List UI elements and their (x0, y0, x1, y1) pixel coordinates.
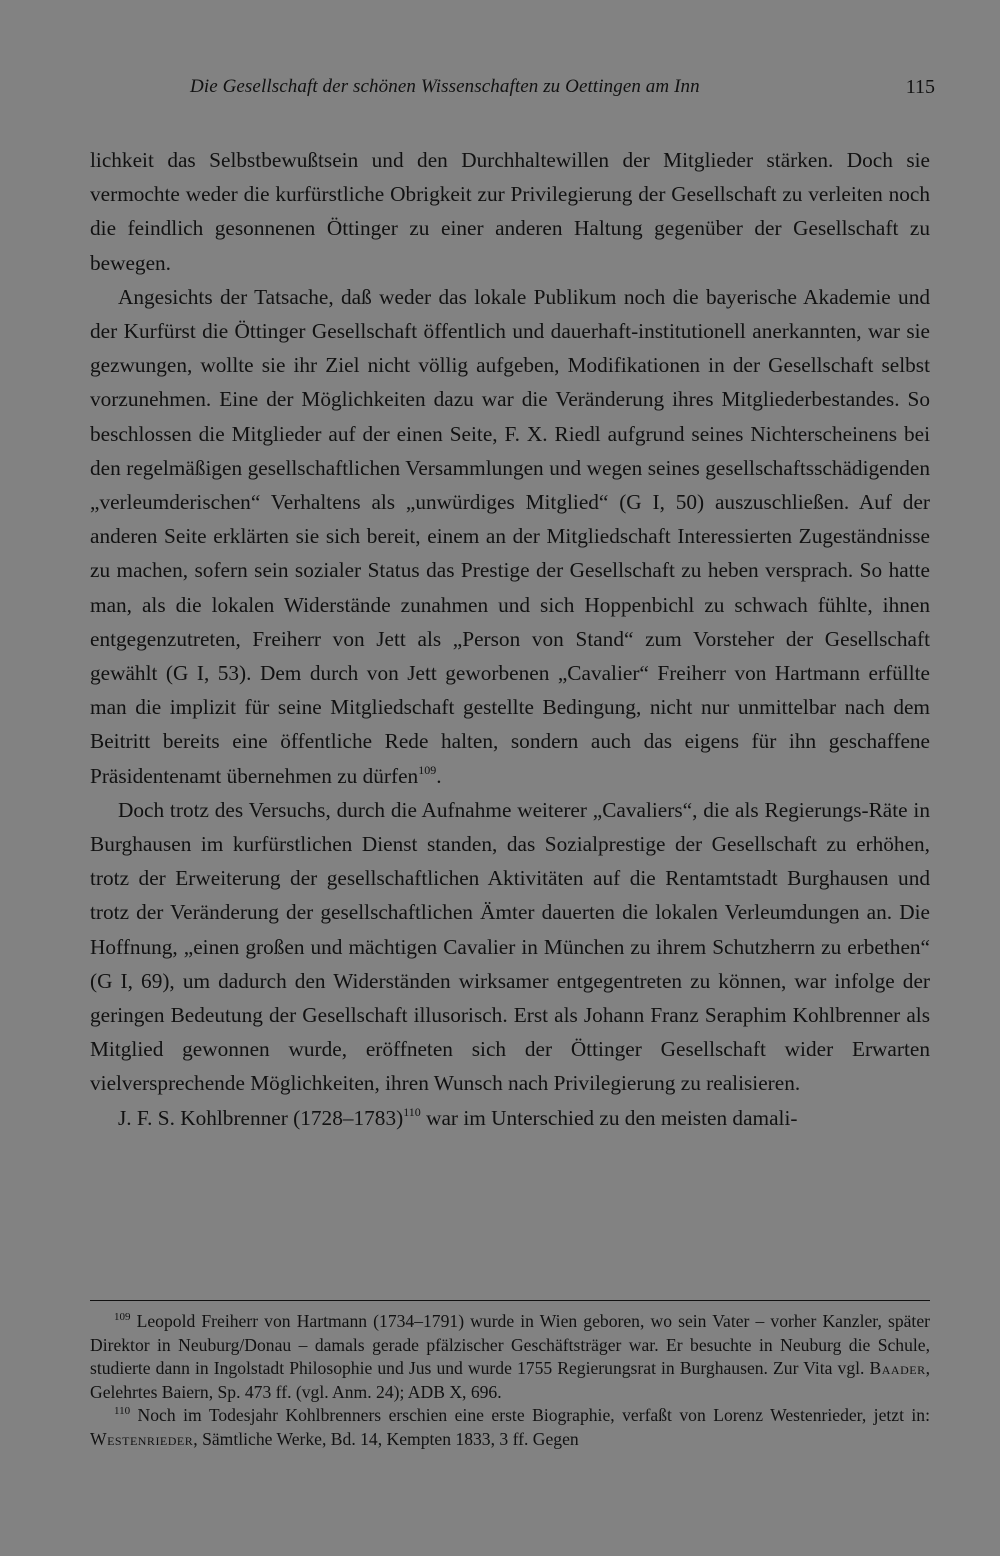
footnote-110-text-a: Noch im Todesjahr Kohlbrenners erschien eine erste Biographie, verfaßt von Lorenz Westenrieder, jetzt in: (130, 1405, 930, 1426)
paragraph-4-start: J. F. S. Kohlbrenner (1728–1783) (118, 1105, 404, 1130)
paragraph-4 (90, 1101, 930, 1135)
footnote-ref-109: 109 (418, 762, 437, 777)
footnote-109 (90, 1310, 930, 1404)
footnote-110 (90, 1404, 930, 1451)
page-number: 115 (905, 76, 935, 98)
footnote-110-author: Westenrieder (90, 1428, 194, 1449)
running-title: Die Gesellschaft der schönen Wissenschaften zu Oettingen am Inn (190, 76, 700, 97)
paragraph-2-text: Angesichts der Tatsache, daß weder das lokale Publikum noch die bayerische Akademie und der Kurfürst die Öttinger Gesellschaft öffentlich und dauerhaft-institutionell anerkannten, war sie gezwungen, wollte sie ihr Ziel nicht völlig aufgeben, Modifikationen in der Gesellschaft selbst vorzunehmen. Eine der Möglichkeiten dazu war die Veränderung ihres Mitgliederbestandes. So beschlossen die Mitglieder auf der einen Seite, F. X. Riedl aufgrund seines Nichterscheinens bei den regelmäßigen gesellschaftlichen Versammlungen und wegen seines gesellschaftsschädigenden „verleumderischen“ Verhaltens als „unwürdiges Mitglied“ (G I, 50) auszuschließen. Auf der anderen Seite erklärten sie sich bereit, einem an der Mitgliedschaft Interessierten Zugeständnisse zu machen, sofern sein sozialer Status das Prestige der Gesellschaft zu heben versprach. So hatte man, als die lokalen Widerstände zunahmen und sich Hoppenbichl zu schwach fühlte, ihnen entgegenzutreten, Freiherr von Jett als „Person von Stand“ zum Vorsteher der Gesellschaft gewählt (G I, 53). Dem durch von Jett geworbenen „Cavalier“ Freiherr von Hartmann erfüllte man die implizit für seine Mitgliedschaft gestellte Bedingung, nicht nur unmittelbar nach dem Beitritt bereits eine öffentliche Rede halten, sondern auch das eigens für ihn geschaffene Präsidentenamt übernehmen zu dürfen (90, 284, 930, 788)
footnotes (90, 1310, 930, 1452)
footnote-109-mark: 109 (114, 1311, 131, 1323)
footnote-109-author: Baader (869, 1358, 926, 1379)
paragraph-2 (90, 280, 930, 793)
footnote-109-text-a: Leopold Freiherr von Hartmann (1734–1791) wurde in Wien geboren, wo sein Vater – vorher Kanzler, später Direktor in Neuburg/Donau – damals gerade pfälzischer Geschäftsträger war. Er besuchte in Neuburg die Schule, studierte dann in Ingolstadt Philosophie und Jus und wurde 1755 Regierungsrat in Burghausen. Zur Vita vgl. (90, 1311, 930, 1379)
paragraph-4-rest: war im Unterschied zu den meisten damali- (420, 1105, 798, 1130)
running-head (90, 76, 935, 106)
body-text (90, 143, 930, 1135)
footnote-110-text-b: , Sämtliche Werke, Bd. 14, Kempten 1833, 3 ff. Gegen (193, 1428, 579, 1449)
paragraph-3: Doch trotz des Versuchs, durch die Aufnahme weiterer „Cavaliers“, die als Regierungs-Räte in Burghausen im kurfürstlichen Dienst standen, das Sozialprestige der Gesellschaft zu erhöhen, trotz der Erweiterung der gesellschaftlichen Aktivitäten auf die Rentamtstadt Burghausen und trotz der Veränderung der gesellschaftlichen Ämter dauerten die lokalen Verleumdungen an. Die Hoffnung, „einen großen und mächtigen Cavalier in München zu ihrem Schutzherrn zu erbethen“ (G I, 69), um dadurch den Widerständen wirksamer entgegentreten zu können, war infolge der geringen Bedeutung der Gesellschaft illusorisch. Erst als Johann Franz Seraphim Kohlbrenner als Mitglied gewonnen wurde, eröffneten sich der Öttinger Gesellschaft wider Erwarten vielversprechende Möglichkeiten, ihren Wunsch nach Privilegierung zu realisieren. (90, 797, 930, 1096)
footnote-109-text-b: , Gelehrtes Baiern, Sp. 473 ff. (vgl. Anm. 24); ADB X, 696. (90, 1358, 930, 1402)
footnote-rule (90, 1300, 930, 1301)
footnote-ref-110: 110 (403, 1104, 421, 1119)
footnote-110-mark: 110 (114, 1405, 131, 1418)
paragraph-2-end: . (436, 763, 442, 788)
paragraph-1: lichkeit das Selbstbewußtsein und den Durchhaltewillen der Mitglieder stärken. Doch sie vermochte weder die kurfürstliche Obrigkeit zur Privilegierung der Gesellschaft zu verleiten noch die feindlich gesonnenen Öttinger zu einer anderen Haltung gegenüber der Gesellschaft zu bewegen. (90, 148, 930, 275)
